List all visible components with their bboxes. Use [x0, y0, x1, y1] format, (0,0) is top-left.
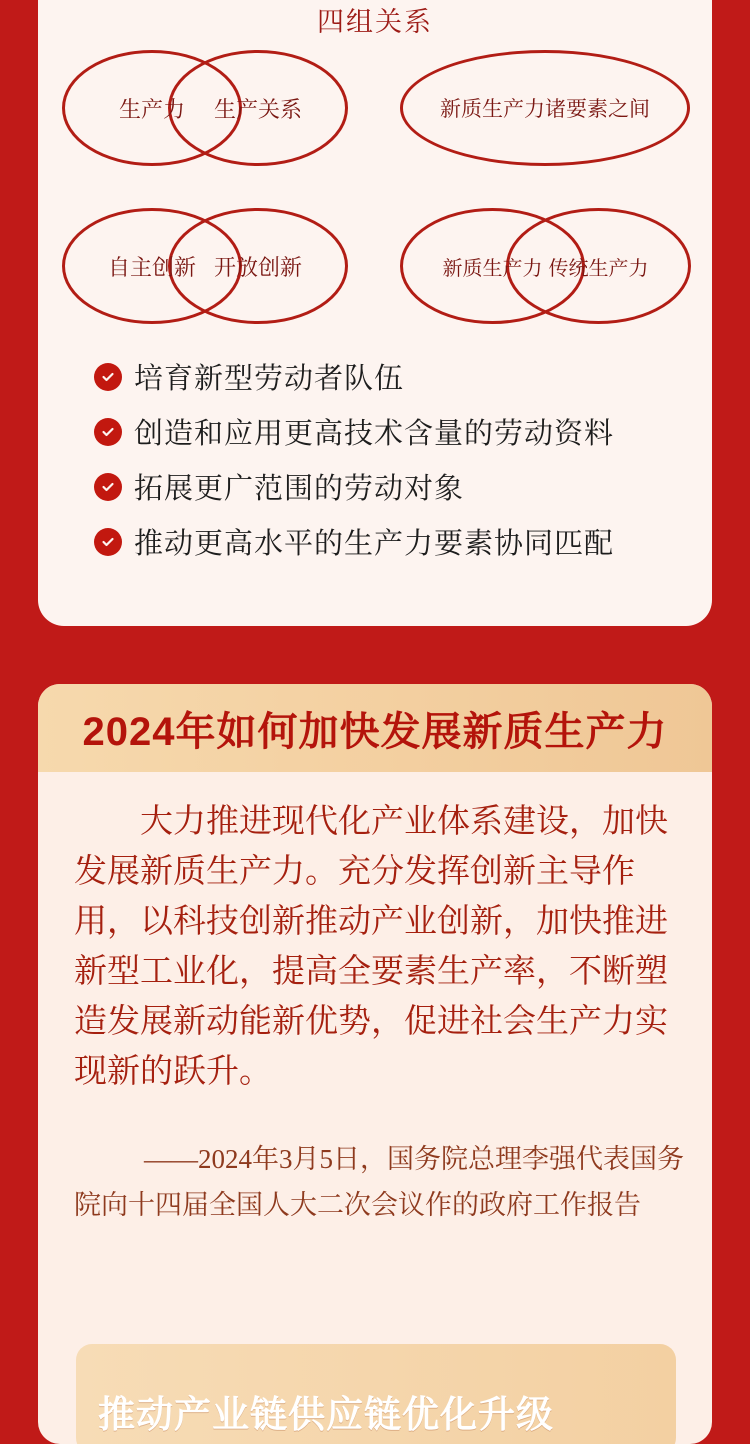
bullet-text: 培育新型劳动者队伍: [134, 363, 405, 395]
year-2024-banner: [38, 684, 712, 772]
list-item: [94, 466, 682, 507]
bullet-text: 推动更高水平的生产力要素协同匹配: [134, 528, 615, 560]
venn-diagram: [38, 40, 712, 330]
venn-label-3: 新质生产力诸要素之间: [440, 98, 650, 121]
list-item: [94, 411, 682, 452]
venn-label-6: 新质生产力: [442, 257, 543, 280]
relations-card: [38, 0, 712, 626]
relations-title: 四组关系: [317, 7, 433, 37]
quote-source: ——2024年3月5日，国务院总理李强代表国务院向十四届全国人大二次会议作的政府工作报告: [74, 1144, 684, 1220]
bullet-text: 拓展更广范围的劳动对象: [134, 473, 465, 505]
venn-ellipse-2: [168, 50, 348, 166]
banner-title: 2024年如何加快发展新质生产力: [82, 709, 668, 754]
subsection-title: 推动产业链供应链优化升级: [98, 1394, 554, 1435]
check-circle-icon: [94, 473, 122, 501]
list-item: [94, 521, 682, 562]
venn-ellipse-3: [400, 50, 690, 166]
venn-label-2: 生产关系: [213, 96, 302, 122]
bullet-text: 创造和应用更高技术含量的劳动资料: [134, 418, 615, 450]
year-2024-card: [38, 684, 712, 1444]
venn-label-1: 生产力: [118, 96, 185, 122]
bullet-list: [94, 356, 682, 576]
venn-label-4: 自主创新: [107, 254, 196, 280]
check-circle-icon: [94, 418, 122, 446]
check-circle-icon: [94, 528, 122, 556]
venn-label-7: 传统生产力: [548, 257, 649, 280]
check-circle-icon: [94, 363, 122, 391]
quote-body: 大力推进现代化产业体系建设，加快发展新质生产力。充分发挥创新主导作用，以科技创新推动产业创新，加快推进新型工业化，提高全要素生产率，不断塑造发展新动能新优势，促进社会生产力实现新的跃升。: [74, 802, 668, 1089]
venn-label-5: 开放创新: [213, 254, 302, 280]
subsection-card: [76, 1344, 676, 1444]
list-item: [94, 356, 682, 397]
